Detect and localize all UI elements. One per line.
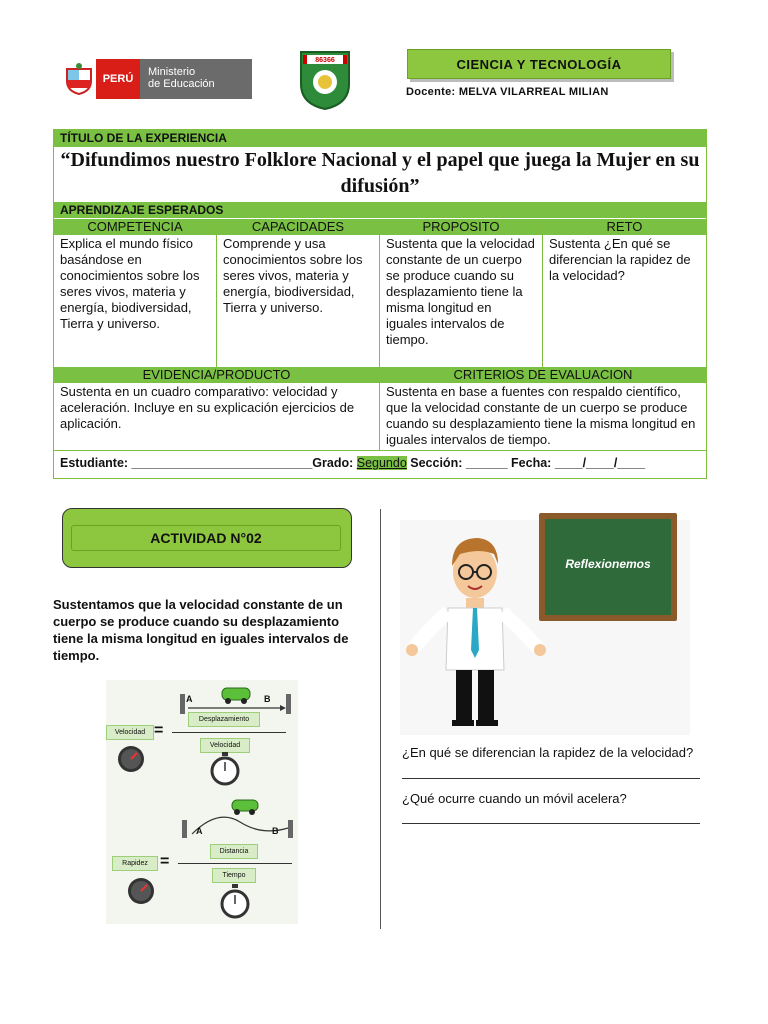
point-b-label: B [264,694,271,704]
fraction-line-2 [178,863,292,864]
divider [216,219,217,367]
velocidad-denominator: Velocidad [200,738,250,753]
divider [54,450,706,451]
velocidad-label: Velocidad [106,725,154,740]
ministry-line1: Ministerio [148,66,196,78]
question-1: ¿En qué se diferencian la rapidez de la velocidad? [402,745,694,760]
ministry-line2: de Educación [148,78,215,90]
subject-banner: CIENCIA Y TECNOLOGÍA [407,49,671,79]
cell-competencia: Explica el mundo físico basándose en conocimientos sobre los seres vivos, materia y energía, biodiversidad, Tierra y universo. [60,236,200,331]
fraction-line [172,732,286,733]
activity-statement: Sustentamos que la velocidad constante de un cuerpo se produce cuando su desplazamiento tiene la misma longitud en iguales intervalos de tiempo. [53,597,349,663]
school-number: 86366 [315,57,335,64]
speedometer-icon [126,876,156,906]
criterios-text: Sustenta en base a fuentes con respaldo científico, que la velocidad constante de un cuerpo se produce cuando su desplazamiento tiene la misma longitud en iguales intervalos de tiempo. [386,384,696,447]
board-text: Reflexionemos [565,557,651,571]
equals-sign: = [154,722,164,739]
experience-title: “Difundimos nuestro Folklore Nacional y el papel que juega la Mujer en su difusión” [60,149,700,197]
student-rest: Sección: ______ Fecha: ____/____/____ [406,456,646,470]
ministry-name [140,59,252,99]
col-proposito: PROPOSITO [380,219,542,235]
activity-banner [62,508,352,568]
col-capacidades: CAPACIDADES [217,219,379,235]
evidencia-text: Sustenta en un cuadro comparativo: velocidad y aceleración. Incluye en su explicación ejercicios de aplicación. [60,384,355,431]
grado-value: Segundo [356,456,407,470]
point-b2-label: B [272,826,279,836]
peru-label: PERÚ [96,59,140,99]
ministry-logo [64,59,252,99]
tiempo-label: Tiempo [212,868,256,883]
cell-reto: Sustenta ¿En qué se diferencian la rapidez de la velocidad? [549,236,691,283]
speedometer-icon [116,744,146,774]
desplazamiento-label: Desplazamiento [188,712,260,727]
criterios-label: CRITERIOS DE EVALUACION [380,367,706,383]
divider [542,219,543,367]
distancia-label: Distancia [210,844,258,859]
school-crest-icon [298,48,352,110]
rapidez-label: Rapidez [112,856,158,871]
question-2: ¿Qué ocurre cuando un móvil acelera? [402,791,627,806]
formula-figure [106,680,298,924]
evidencia-label: EVIDENCIA/PRODUCTO [54,367,379,383]
stopwatch-icon [210,752,240,786]
column-divider [380,509,381,929]
cell-capacidades: Comprende y usa conocimientos sobre los seres vivos, materia y energía, biodiversidad, Tierra y universo. [223,236,363,315]
experience-table [53,129,707,479]
answer-line-1[interactable] [402,777,700,779]
point-a2-label: A [196,826,203,836]
student-line [60,456,645,470]
col-competencia: COMPETENCIA [54,219,216,235]
teacher-name: Docente: MELVA VILARREAL MILIAN [406,86,609,98]
point-a-label: A [186,694,193,704]
answer-line-2[interactable] [402,822,700,824]
stopwatch-icon [220,884,250,920]
titulo-label: TÍTULO DE LA EXPERIENCIA [54,130,706,147]
divider [379,219,380,367]
cell-proposito: Sustenta que la velocidad constante de un cuerpo se produce cuando su desplazamiento tiene la misma longitud en iguales intervalos de tiempo. [386,236,535,347]
aprendizaje-label: APRENDIZAJE ESPERADOS [54,202,706,218]
chalkboard [539,513,677,621]
col-reto: RETO [543,219,706,235]
equals-sign-2: = [160,853,170,870]
activity-title: ACTIVIDAD N°02 [71,525,341,551]
divider [379,367,380,451]
student-label: Estudiante: __________________________Grado: [60,456,357,470]
peru-coat-of-arms-icon [64,63,94,95]
